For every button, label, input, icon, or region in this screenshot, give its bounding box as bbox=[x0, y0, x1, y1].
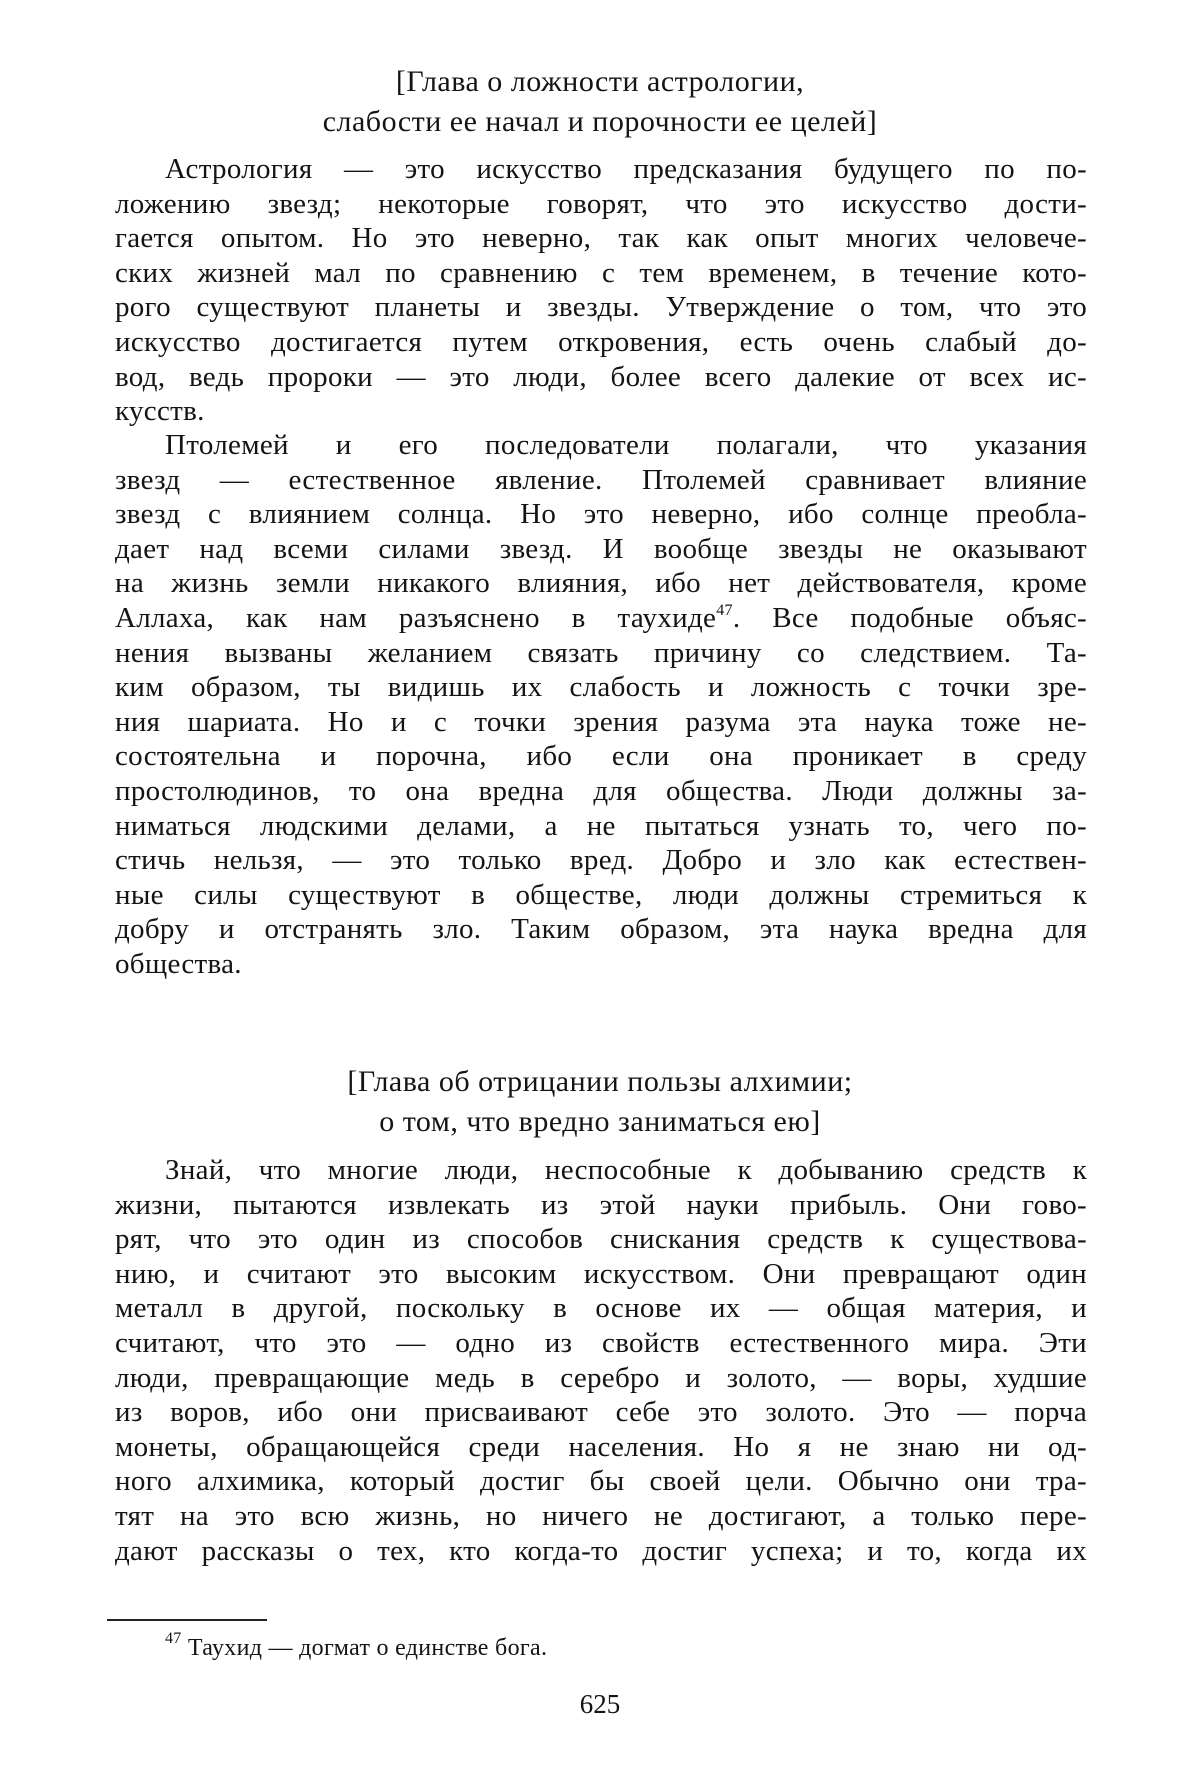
footnote-text: Таухид — догмат о единстве бога. bbox=[181, 1635, 548, 1661]
text-line: ные силы существуют в обществе, люди должны стремиться к bbox=[115, 878, 1087, 911]
paragraph-astrology-definition bbox=[115, 152, 1087, 429]
text-line: считают, что это — одно из свойств естественного мира. Эти bbox=[115, 1326, 1087, 1359]
text-line: Знай, что многие люди, неспособные к добыванию средств к bbox=[165, 1154, 1087, 1186]
text-line: стичь нельзя, — это только вред. Добро и зло как естествен- bbox=[115, 844, 1087, 877]
footnote-marker: 47 bbox=[165, 1630, 182, 1647]
text-line: тят на это всю жизнь, но ничего не достигают, а только пере- bbox=[115, 1499, 1087, 1532]
text-line: простолюдинов, то она вредна для общества. Люди должны за- bbox=[115, 774, 1087, 807]
text-segment: . Все подобные объяс- bbox=[732, 601, 1087, 634]
text-line: вод, ведь пророки — это люди, более всего далекие от всех ис- bbox=[115, 360, 1087, 393]
text-line: ложению звезд; некоторые говорят, что это искусство дости- bbox=[115, 187, 1087, 220]
paragraph-alchemy bbox=[115, 1153, 1087, 1568]
text-line: нения вызваны желанием связать причину со следствием. Та- bbox=[115, 636, 1087, 669]
text-line: гается опытом. Но это неверно, так как опыт многих человече- bbox=[115, 222, 1087, 255]
text-line: ким образом, ты видишь их слабость и ложность с точки зре- bbox=[115, 671, 1087, 704]
text-line: искусство достигается путем откровения, есть очень слабый до- bbox=[115, 325, 1087, 358]
heading-line: [Глава об отрицании пользы алхимии; bbox=[347, 1065, 853, 1098]
text-line: ских жизней мал по сравнению с тем временем, в течение кото- bbox=[115, 256, 1087, 289]
footnote-reference[interactable]: 47 bbox=[716, 601, 733, 619]
text-line: добру и отстранять зло. Таким образом, эта наука вредна для bbox=[115, 913, 1087, 946]
heading-line: слабости ее начал и порочности ее целей] bbox=[322, 105, 878, 138]
text-line: звезд — естественное явление. Птолемей сравнивает влияние bbox=[115, 463, 1087, 496]
text-line: рого существуют планеты и звезды. Утверждение о том, что это bbox=[115, 291, 1087, 324]
text-line: люди, превращающие медь в серебро и золото, — воры, худшие bbox=[115, 1361, 1087, 1394]
text-line: общества. bbox=[115, 947, 242, 980]
text-line: ния шариата. Но и с точки зрения разума эта наука тоже не- bbox=[115, 705, 1087, 738]
text-line: металл в другой, поскольку в основе их — общая материя, и bbox=[115, 1292, 1087, 1325]
heading-line: о том, что вредно заниматься ею] bbox=[379, 1105, 821, 1138]
heading-line: [Глава о ложности астрологии, bbox=[395, 65, 805, 98]
text-line: ного алхимика, который достиг бы своей цели. Обычно они тра- bbox=[115, 1465, 1087, 1498]
text-line: звезд с влиянием солнца. Но это неверно, ибо солнце преобла- bbox=[115, 498, 1087, 531]
text-line: на жизнь земли никакого влияния, ибо нет действователя, кроме bbox=[115, 567, 1087, 600]
footnote bbox=[165, 1630, 548, 1663]
text-line: Птолемей и его последователи полагали, что указания bbox=[165, 429, 1087, 461]
text-line: нию, и считают это высоким искусством. Они превращают один bbox=[115, 1257, 1087, 1290]
footnote-divider bbox=[107, 1619, 267, 1621]
text-line: жизни, пытаются извлекать из этой науки прибыль. Они гово- bbox=[115, 1188, 1087, 1221]
page-number: 625 bbox=[579, 1689, 621, 1719]
text-line: дают рассказы о тех, кто когда-то достиг успеха; и то, когда их bbox=[115, 1534, 1087, 1567]
text-line-with-footnote bbox=[115, 601, 1087, 636]
paragraph-ptolemy bbox=[115, 428, 1087, 982]
text-line: из воров, ибо они присваивают себе это золото. Это — порча bbox=[115, 1396, 1087, 1429]
text-line: кусств. bbox=[115, 395, 205, 428]
chapter-heading-alchemy bbox=[150, 1062, 1050, 1142]
chapter-heading-astrology bbox=[150, 62, 1050, 142]
text-line: состоятельна и порочна, ибо если она проникает в среду bbox=[115, 740, 1087, 773]
text-line: ниматься людскими делами, а не пытаться узнать то, чего по- bbox=[115, 809, 1087, 842]
text-line: рят, что это один из способов снискания средств к существова- bbox=[115, 1223, 1087, 1256]
text-segment: Аллаха, как нам разъяснено в таухиде bbox=[115, 601, 717, 634]
text-line: монеты, обращающейся среди населения. Но я не знаю ни од- bbox=[115, 1430, 1087, 1463]
text-line: Астрология — это искусство предсказания будущего по по- bbox=[165, 153, 1087, 185]
text-line: дает над всеми силами звезд. И вообще звезды не оказывают bbox=[115, 532, 1087, 565]
